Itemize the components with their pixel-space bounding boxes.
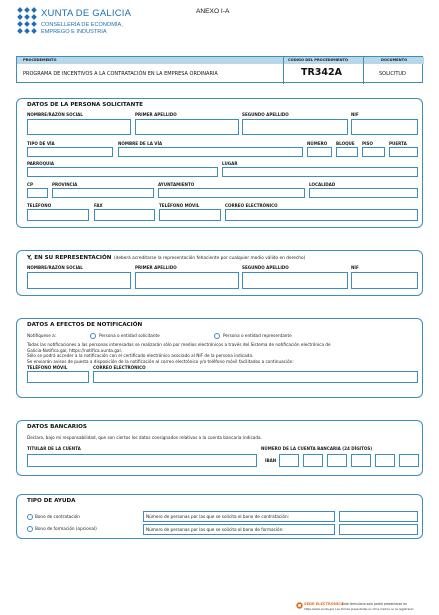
iban-field-2[interactable]	[303, 454, 323, 467]
applicant-name-field[interactable]	[27, 119, 131, 135]
notify-mobile-label: TELÉFONO MÓVIL	[27, 365, 68, 370]
label-province: PROVINCIA	[52, 182, 78, 187]
hiring-bonus-radio[interactable]	[27, 514, 33, 520]
notify-applicant-label: Persona o entidad solicitante	[99, 333, 160, 338]
rep-surname1-field[interactable]	[135, 272, 239, 289]
footer	[296, 601, 436, 613]
training-bonus-count-field[interactable]	[339, 524, 418, 535]
rep-label-surname2: SEGUNDO APELLIDO	[242, 265, 289, 270]
document-label: DOCUMENTO	[381, 58, 408, 62]
applicant-nif-field[interactable]	[351, 119, 418, 135]
rep-surname2-field[interactable]	[242, 272, 348, 289]
label-road-name: NOMBRE DE LA VÍA	[118, 141, 163, 146]
notification-section	[16, 318, 423, 398]
label-nif: NIF	[351, 112, 359, 117]
procedure-code-label: CÓDIGO DEL PROCEDIMIENTO	[288, 58, 348, 62]
applicant-locality-field[interactable]	[309, 188, 418, 198]
document-type: SOLICITUD	[379, 71, 406, 77]
label-number: NÚMERO	[307, 141, 328, 146]
label-door: PUERTA	[389, 141, 407, 146]
label-block: BLOQUE	[336, 141, 355, 146]
label-phone: TELÉFONO	[27, 203, 52, 208]
bank-title: DATOS BANCARIOS	[27, 424, 87, 430]
representative-note: (deberá acreditarse la representación fehaciente por cualquier medio válido en derecho)	[114, 256, 306, 261]
label-surname2: SEGUNDO APELLIDO	[242, 112, 289, 117]
notification-text-4: Se enviarán avisos de puesta a disposición de la notificación al correo electrónico y/o teléfono móvil facilitados a continuación:	[27, 358, 294, 364]
applicant-surname1-field[interactable]	[135, 119, 239, 135]
label-name: NOMBRE/RAZÓN SOCIAL	[27, 112, 83, 117]
iban-field-1[interactable]	[279, 454, 299, 467]
hiring-bonus-question: Número de personas por las que se solicita el bono de contratación:	[146, 514, 290, 519]
procedure-name: PROGRAMA DE INCENTIVOS A LA CONTRATACIÓN EN LA EMPRESA ORDINARIA	[23, 71, 218, 77]
sede-logo-icon	[296, 602, 303, 609]
applicant-council-field[interactable]	[158, 188, 305, 198]
iban-field-5[interactable]	[375, 454, 395, 467]
notification-text-3: Sólo se podrá acceder a la notificación con el certificado electrónico asociado al NIF de la persona indicada.	[27, 353, 254, 358]
notification-text-1: Todas las notificaciones a las personas interesadas se realizarán sólo por medios electrónicos a través del Sistema de notificación electrónica de	[27, 342, 331, 347]
applicant-number-field[interactable]	[307, 147, 332, 157]
training-bonus-label: Bono de formación (opcional)	[35, 526, 97, 531]
notify-representative-radio[interactable]	[214, 333, 220, 339]
iban-field-4[interactable]	[351, 454, 371, 467]
bank-declaration: Declaro, bajo mi responsabilidad, que son ciertos los datos consignados relativos a la cuenta bancaria indicada.	[27, 435, 262, 440]
applicant-mobile-field[interactable]	[159, 209, 221, 221]
iban-label: IBAN	[265, 458, 277, 463]
applicant-parish-field[interactable]	[27, 167, 218, 177]
iban-field-3[interactable]	[327, 454, 347, 467]
xunta-logo-icon	[16, 6, 38, 36]
applicant-fax-field[interactable]	[94, 209, 155, 221]
applicant-place-field[interactable]	[222, 167, 418, 177]
footer-line-2: https://sede.xunta.gal. Las formas presentadas en otros medios no se registrarán	[304, 606, 414, 611]
applicant-door-field[interactable]	[389, 147, 418, 157]
footer-brand: SEDE ELECTRÓNICA	[304, 602, 344, 606]
representative-section	[16, 250, 423, 296]
aid-title: TIPO DE AYUDA	[27, 498, 76, 504]
applicant-road-name-field[interactable]	[118, 147, 303, 157]
notify-mobile-field[interactable]	[27, 371, 89, 383]
label-surname1: PRIMER APELLIDO	[135, 112, 177, 117]
label-parish: PARROQUIA	[27, 161, 55, 166]
applicant-cp-field[interactable]	[27, 188, 48, 198]
notify-applicant-radio[interactable]	[90, 333, 96, 339]
applicant-surname2-field[interactable]	[242, 119, 348, 135]
applicant-section	[16, 98, 423, 228]
training-bonus-radio[interactable]	[27, 526, 33, 532]
applicant-block-field[interactable]	[336, 147, 358, 157]
org-name: XUNTA DE GALICIA	[41, 8, 132, 19]
rep-label-name: NOMBRE/RAZÓN SOCIAL	[27, 265, 83, 270]
account-number-label: NÚMERO DE LA CUENTA BANCARIA (24 DÍGITOS)	[261, 446, 373, 451]
procedure-band	[16, 56, 423, 83]
applicant-road-type-field[interactable]	[27, 147, 113, 157]
applicant-province-field[interactable]	[52, 188, 154, 198]
label-council: AYUNTAMIENTO	[158, 182, 195, 187]
dept-line-2: EMPREGO E INDUSTRIA	[41, 29, 107, 35]
training-bonus-question: Número de personas por las que se solicita el bono de formación:	[146, 527, 284, 532]
label-road-type: TIPO DE VÍA	[27, 141, 55, 146]
iban-field-6[interactable]	[399, 454, 419, 467]
notify-email-field[interactable]	[93, 371, 418, 383]
rep-label-surname1: PRIMER APELLIDO	[135, 265, 177, 270]
account-holder-field[interactable]	[27, 454, 257, 467]
label-place: LUGAR	[222, 161, 238, 166]
rep-nif-field[interactable]	[351, 272, 418, 289]
header	[0, 0, 439, 55]
notification-title: DATOS A EFECTOS DE NOTIFICACIÓN	[27, 322, 143, 328]
notification-text-2: Galicia-Notifica.gal, https://notifica.xunta.gal.	[27, 347, 122, 353]
label-email: CORREO ELECTRÓNICO	[225, 203, 278, 208]
rep-label-nif: NIF	[351, 265, 359, 270]
representative-title: Y, EN SU REPRESENTACIÓN	[27, 255, 112, 261]
notify-email-label: CORREO ELECTRÓNICO	[93, 365, 146, 370]
applicant-email-field[interactable]	[225, 209, 418, 221]
hiring-bonus-label: Bono de contratación	[35, 514, 80, 519]
annex-title: ANEXO I-A	[196, 8, 230, 15]
applicant-phone-field[interactable]	[27, 209, 89, 221]
procedure-code: TR342A	[301, 67, 342, 78]
label-mobile: TELÉFONO MÓVIL	[159, 203, 200, 208]
label-cp: CP	[27, 182, 34, 187]
notify-representative-label: Persona o entidad representante	[223, 333, 292, 338]
footer-line-1: Este formulario solo podrá presentarse en	[342, 602, 408, 606]
bank-section	[16, 420, 423, 476]
label-fax: FAX	[94, 203, 103, 208]
applicant-title: DATOS DE LA PERSONA SOLICITANTE	[27, 102, 143, 108]
notify-to-label: Notifíquese a:	[27, 333, 57, 338]
procedure-label: PROCEDEMENTO	[23, 58, 57, 62]
label-locality: LOCALIDAD	[309, 182, 336, 187]
account-holder-label: TITULAR DE LA CUENTA	[27, 446, 81, 451]
label-floor: PISO	[362, 141, 373, 146]
rep-name-field[interactable]	[27, 272, 131, 289]
applicant-floor-field[interactable]	[362, 147, 385, 157]
aid-section	[16, 494, 423, 539]
hiring-bonus-count-field[interactable]	[339, 511, 418, 522]
dept-line-1: CONSELLERÍA DE ECONOMÍA,	[41, 22, 123, 28]
